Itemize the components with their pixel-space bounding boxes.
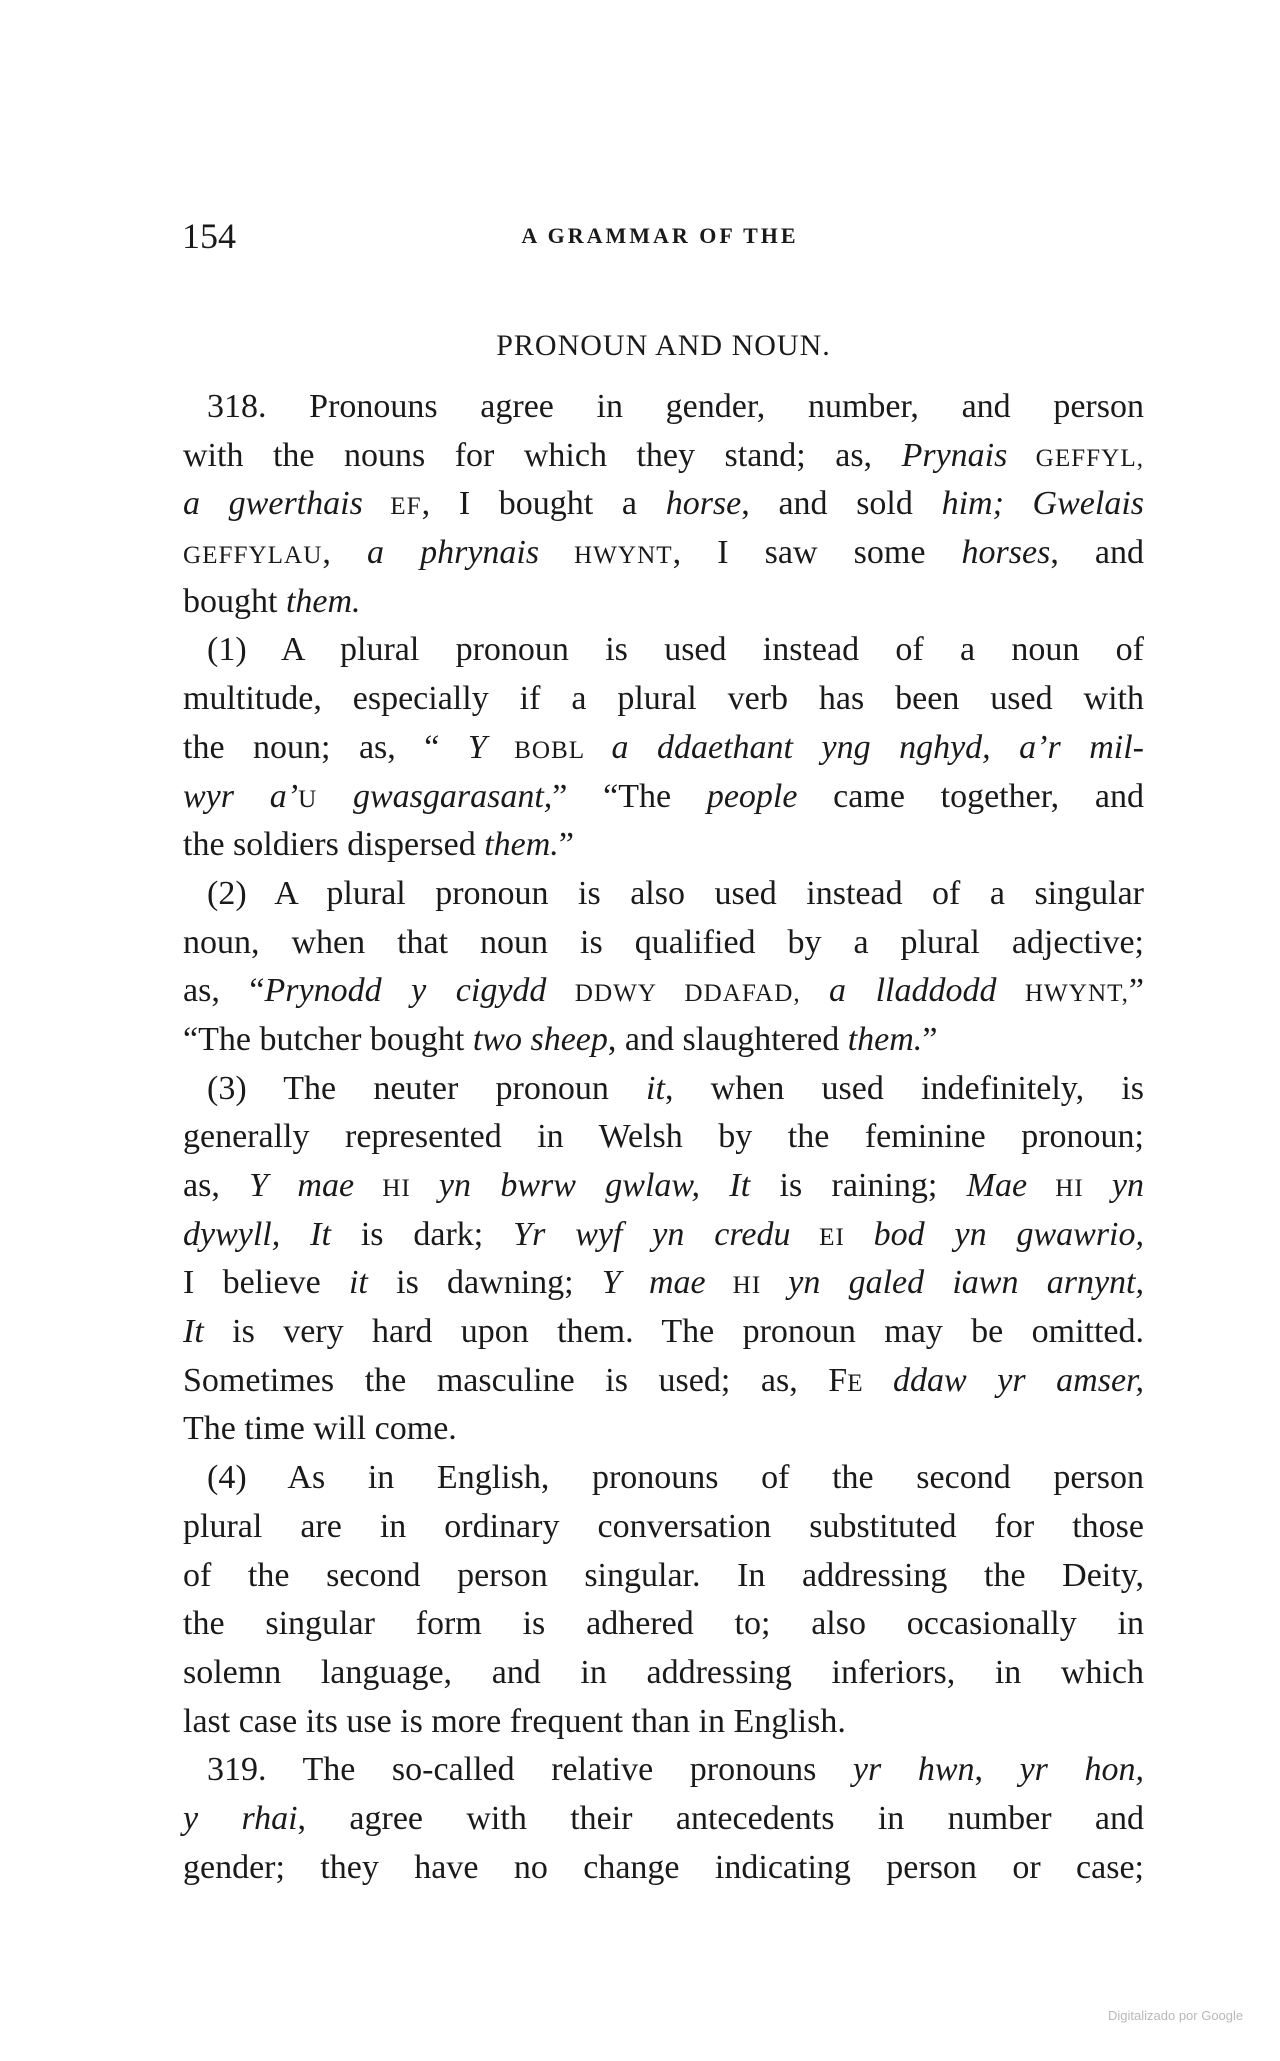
text-line <box>183 1405 1144 1454</box>
roman-text: (1) A plural pronoun is used instead of a noun of <box>207 631 1144 669</box>
italic-text: a gwerthais <box>183 485 363 523</box>
roman-text: gender; they have no change indicating person or case; <box>183 1848 1144 1886</box>
text-line <box>183 480 1144 529</box>
italic-text: yn galed iawn arnynt, <box>788 1264 1144 1302</box>
text-line <box>183 773 1144 822</box>
roman-text: (3) The neuter pronoun <box>207 1069 647 1107</box>
body-text <box>183 383 1144 1892</box>
roman-text: bought <box>183 582 286 620</box>
roman-text: The time will come. <box>183 1410 457 1448</box>
text-line <box>183 675 1144 724</box>
italic-text: it <box>348 1264 368 1302</box>
roman-text: came together, and <box>797 777 1144 815</box>
roman-text: (2) A plural pronoun is also used instead of a singular <box>207 874 1144 912</box>
italic-text: Mae <box>966 1167 1028 1204</box>
roman-text: the singular form is adhered to; also occasionally in <box>183 1605 1144 1643</box>
roman-text: , and slaughtered <box>607 1020 848 1058</box>
text-line <box>183 870 1144 919</box>
italic-text: yr hwn <box>852 1751 975 1789</box>
roman-text: is very hard upon them. The pronoun may be omitted. <box>203 1313 1144 1351</box>
text-line <box>183 432 1144 481</box>
digitization-watermark: Digitalizado por Google <box>1108 2008 1244 2023</box>
text-line <box>183 578 1144 627</box>
italic-text: Y <box>467 728 487 766</box>
text-line <box>183 1259 1144 1308</box>
small-caps-text: GEFFYL, <box>1007 444 1144 472</box>
running-head: A GRAMMAR OF THE <box>521 223 799 248</box>
text-line <box>183 1308 1144 1357</box>
text-line <box>183 1016 1144 1065</box>
text-line <box>183 1503 1144 1552</box>
roman-text: the noun; as, “ <box>183 728 468 766</box>
italic-text: horse <box>665 485 742 523</box>
roman-text: , agree with their antecedents in number and <box>297 1799 1144 1837</box>
italic-text: It <box>183 1313 204 1351</box>
roman-text: 319. The so-called relative pronouns <box>207 1751 853 1789</box>
italic-text: horses <box>961 534 1051 572</box>
italic-text: yr hon, <box>1019 1751 1145 1789</box>
text-line <box>183 1600 1144 1649</box>
page-number: 154 <box>182 216 236 256</box>
roman-text: ” “The <box>552 777 707 815</box>
text-line <box>183 529 1144 578</box>
italic-text: yn <box>1111 1167 1145 1204</box>
italic-text: him; Gwelais <box>941 485 1145 523</box>
roman-text: I believe <box>183 1264 349 1302</box>
italic-text: a phrynais <box>367 534 540 572</box>
small-caps-text: U <box>298 785 318 813</box>
italic-text: Prynodd y cigydd <box>264 972 547 1010</box>
small-caps-text: DDWY DDAFAD, <box>546 980 830 1008</box>
roman-text: as, “ <box>183 972 265 1010</box>
text-line <box>183 1552 1144 1601</box>
roman-text: , <box>322 534 367 572</box>
italic-text: bod yn gwawrio, <box>873 1215 1144 1253</box>
roman-text: , when used indefinitely, is <box>664 1069 1144 1107</box>
text-line <box>183 1649 1144 1698</box>
italic-text: them. <box>484 826 559 864</box>
text-line <box>183 1698 1144 1747</box>
small-caps-text: HI <box>354 1175 439 1202</box>
text-line <box>183 1454 1144 1503</box>
roman-text: as, <box>183 1167 250 1204</box>
small-caps-text: EF <box>362 493 422 521</box>
roman-text: “The butcher bought <box>183 1020 473 1058</box>
small-caps-text: BOBL <box>486 736 612 764</box>
italic-text: them. <box>285 582 361 620</box>
italic-text: gwasgarasant, <box>317 777 553 815</box>
section-title: PRONOUN AND NOUN. <box>496 329 831 362</box>
roman-text: generally represented in Welsh by the feminine pronoun; <box>183 1118 1144 1156</box>
roman-text: ” <box>1128 972 1144 1010</box>
roman-text: 318. Pronouns agree in gender, number, and person <box>207 388 1144 425</box>
text-line <box>183 1113 1144 1162</box>
text-line <box>183 1065 1144 1114</box>
text-line <box>183 1795 1144 1844</box>
text-line <box>183 626 1144 675</box>
text-line <box>183 1357 1144 1406</box>
roman-text: is dark; <box>330 1215 514 1253</box>
small-caps-text: HI <box>1027 1175 1112 1202</box>
italic-text: it <box>646 1069 665 1107</box>
roman-text: ” <box>558 826 574 864</box>
small-caps-text: GEFFYLAU <box>183 542 323 570</box>
roman-text: , I bought a <box>421 485 666 523</box>
small-caps-text: EI <box>790 1223 874 1251</box>
text-line <box>183 967 1144 1016</box>
text-line <box>183 724 1144 773</box>
italic-text: them. <box>847 1020 923 1058</box>
italic-text: y rhai <box>183 1799 298 1837</box>
text-line <box>183 1211 1144 1260</box>
italic-text: people <box>706 777 798 815</box>
roman-text: , I saw some <box>672 534 962 572</box>
roman-text: noun, when that noun is qualified by a plural adjective; <box>183 923 1144 961</box>
italic-text: a ddaethant yng nghyd, a’r mil- <box>611 728 1144 766</box>
roman-text: solemn language, and in addressing inferiors, in which <box>183 1653 1144 1691</box>
roman-text: Sometimes the masculine is used; as, F <box>183 1361 848 1399</box>
small-caps-text: HI <box>705 1272 789 1300</box>
roman-text: plural are in ordinary conversation substituted for those <box>183 1507 1144 1545</box>
roman-text: with the nouns for which they stand; as, <box>183 436 902 474</box>
text-line <box>183 821 1144 870</box>
text-line <box>183 1162 1144 1211</box>
roman-text: ” <box>922 1020 938 1058</box>
roman-text: is dawning; <box>367 1264 602 1302</box>
roman-text: (4) As in English, pronouns of the second person <box>207 1459 1144 1497</box>
italic-text: ddaw yr amser, <box>892 1361 1144 1399</box>
text-line <box>183 1746 1144 1795</box>
roman-text: , and <box>1050 534 1145 572</box>
italic-text: yn bwrw gwlaw, It <box>438 1167 751 1204</box>
italic-text: two sheep <box>472 1020 608 1058</box>
roman-text: of the second person singular. In addressing the Deity, <box>183 1556 1144 1594</box>
small-caps-text: E <box>847 1369 893 1397</box>
roman-text: multitude, especially if a plural verb has been used with <box>183 680 1144 718</box>
italic-text: dywyll, It <box>183 1215 331 1253</box>
roman-text: the soldiers dispersed <box>183 826 485 864</box>
text-line <box>183 1844 1144 1893</box>
roman-text: last case its use is more frequent than in English. <box>183 1702 846 1740</box>
small-caps-text: HWYNT, <box>996 980 1129 1008</box>
small-caps-text: HWYNT <box>539 542 673 570</box>
italic-text: Y mae <box>249 1167 355 1204</box>
roman-text: is raining; <box>750 1167 967 1204</box>
italic-text: Yr wyf yn credu <box>513 1215 791 1253</box>
italic-text: Prynais <box>901 436 1008 474</box>
text-line <box>183 919 1144 968</box>
text-line <box>183 383 1144 432</box>
italic-text: wyr a’ <box>183 777 299 815</box>
italic-text: Y mae <box>601 1264 706 1302</box>
roman-text: , <box>974 1751 1020 1789</box>
roman-text: , and sold <box>741 485 942 523</box>
italic-text: a lladdodd <box>829 972 997 1010</box>
